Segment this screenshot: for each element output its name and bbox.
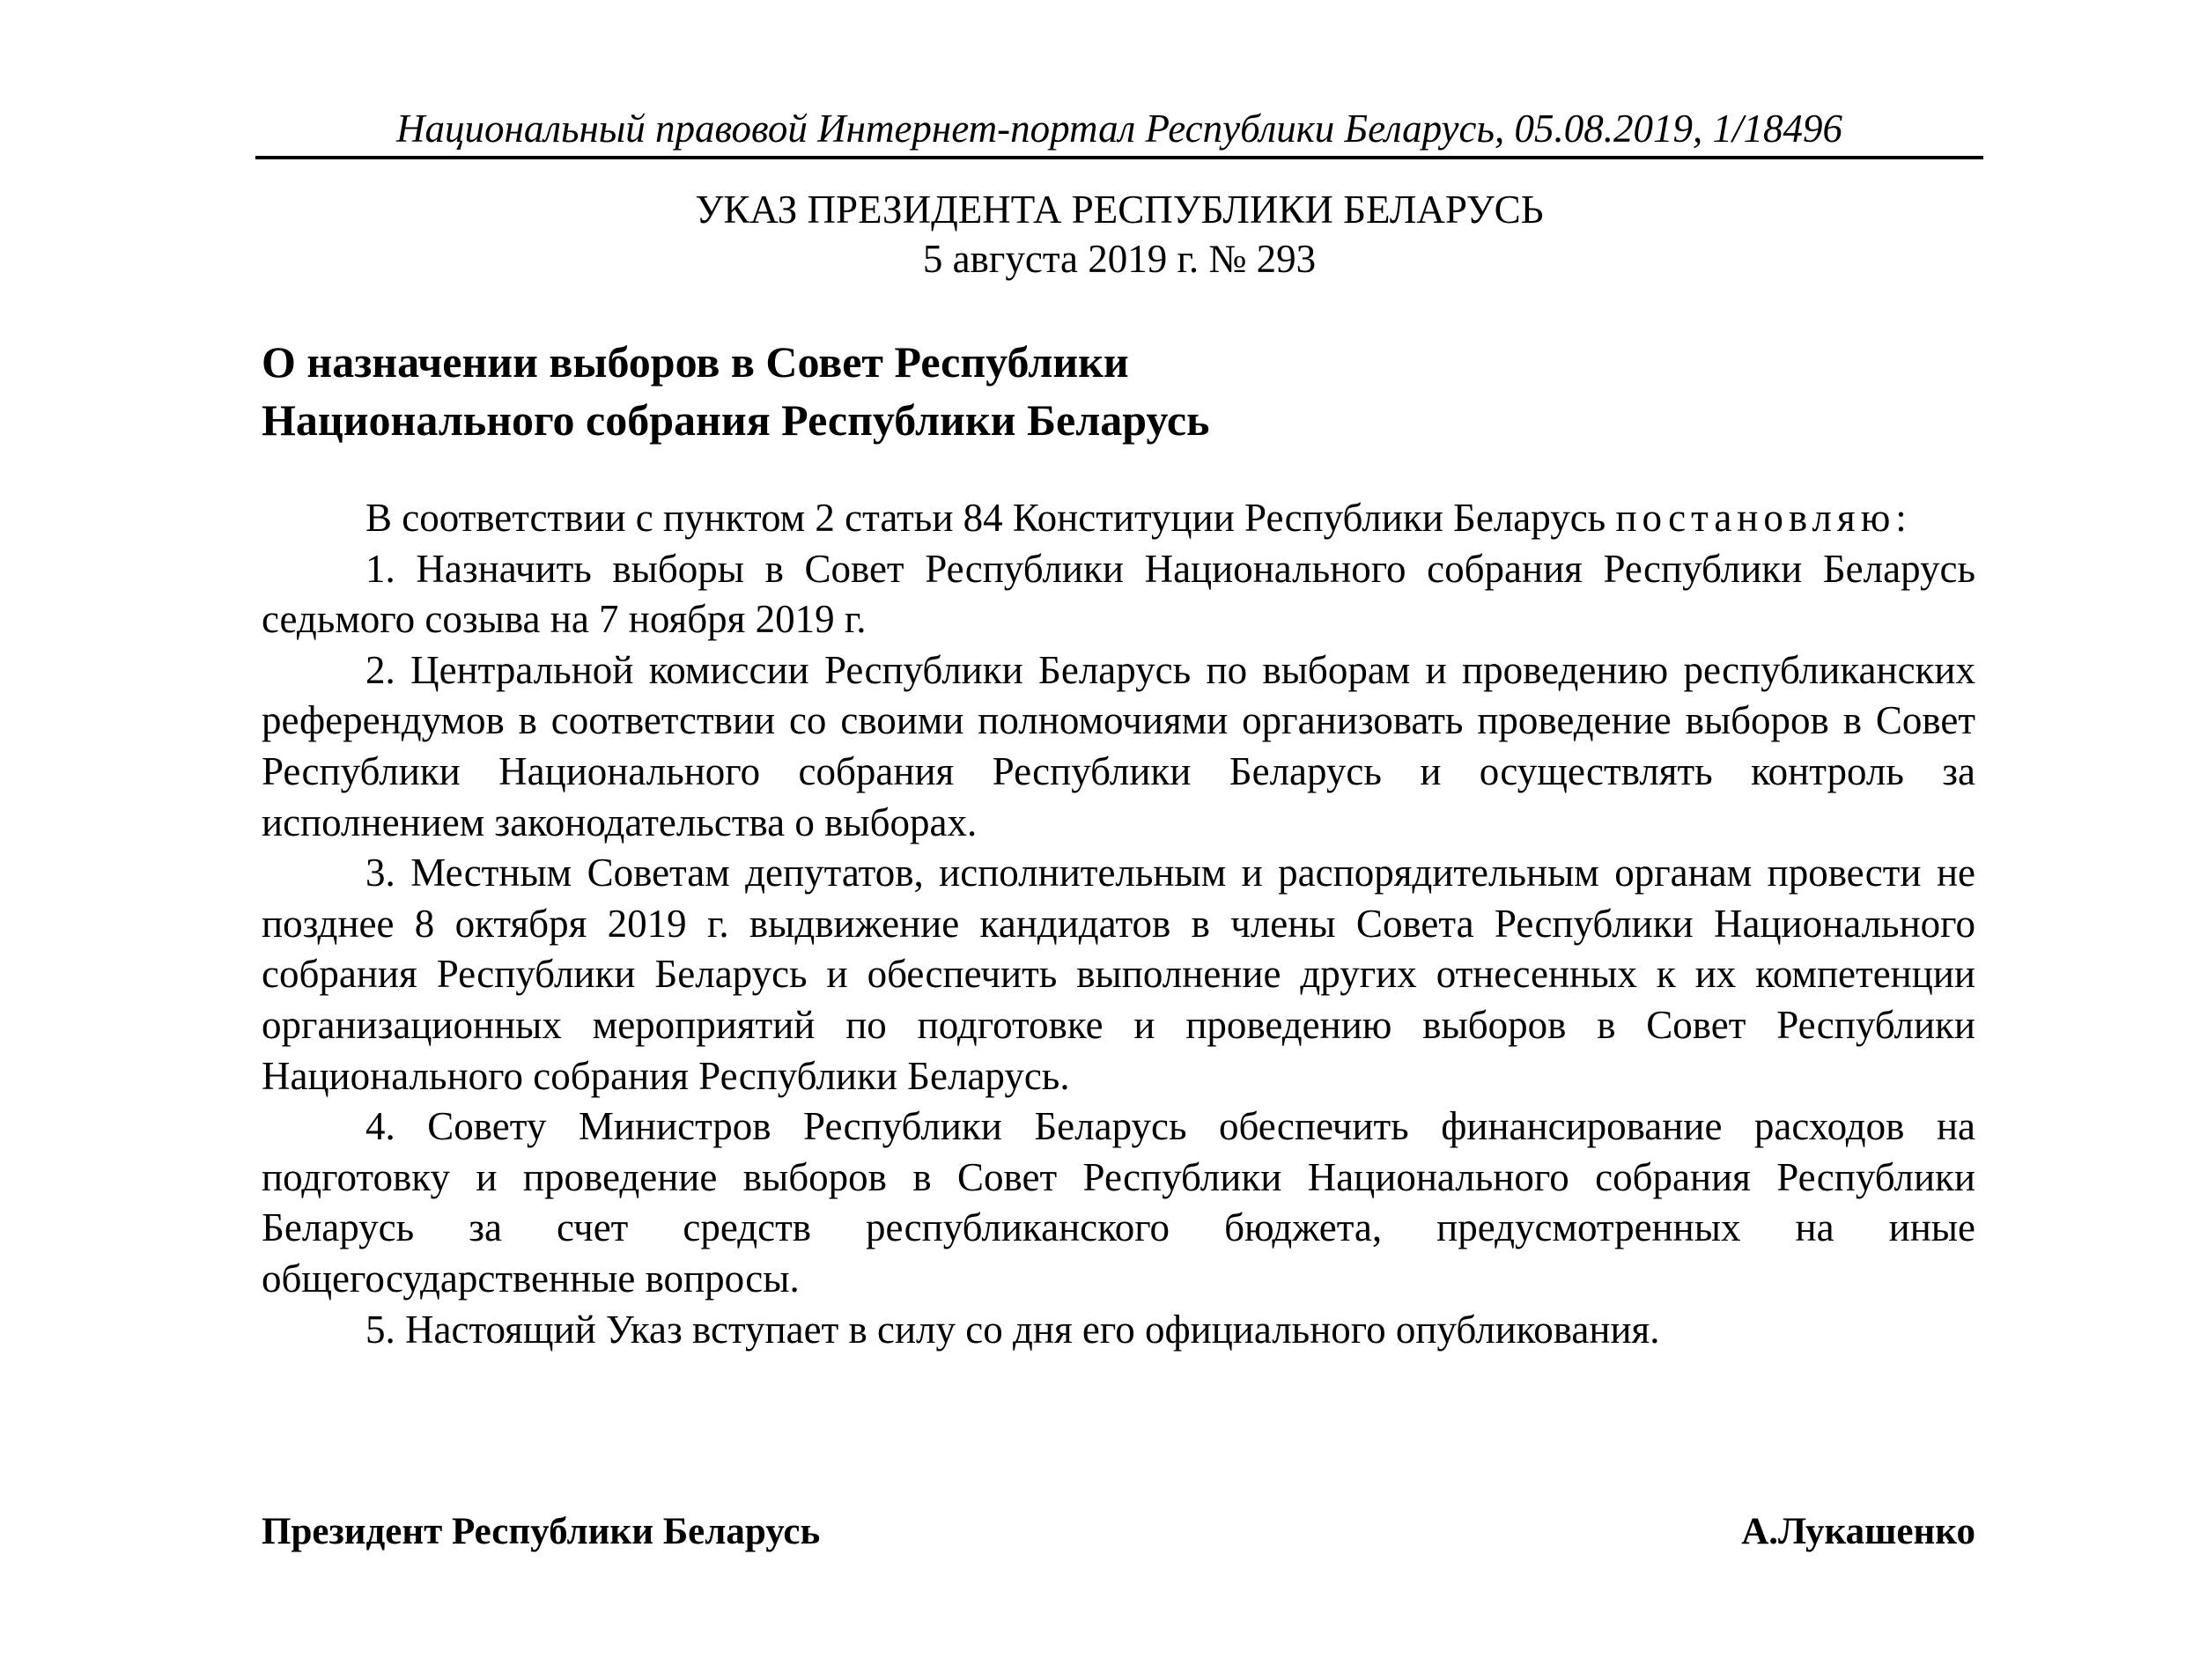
document-title (262, 333, 1210, 449)
decree-item-1: 1. Назначить выборы в Совет Республики Национального собрания Республики Беларусь седьмого созыва на 7 ноября 2019 г. (262, 546, 1975, 642)
decree-item-2: 2. Центральной комиссии Республики Беларусь по выборам и проведению республиканских референдумов в соответствии со своими полномочиями организовать проведение выборов в Совет Республики Национального собрания Республики Беларусь и осуществлять контроль за исполнением законодательства о выборах. (262, 647, 1975, 844)
header-divider (255, 156, 1983, 159)
decree-item-3: 3. Местным Советам депутатов, исполнительным и распорядительным органам провести не позднее 8 октября 2019 г. выдвижение кандидатов в члены Совета Республики Национального собрания Республики Беларусь и обеспечить выполнение других отнесенных к их компетенции организационных мероприятий по подготовке и проведению выборов в Совет Республики Национального собрания Республики Беларусь. (262, 851, 1975, 1098)
resolve-word: постановляю: (1615, 496, 1912, 540)
preamble-paragraph (262, 493, 1975, 544)
decree-item-4: 4. Совету Министров Республики Беларусь обеспечить финансирование расходов на подготовку и проведение выборов в Совет Республики Национального собрания Республики Беларусь за счет средств республиканского бюджета, предусмотренных на иные общегосударственные вопросы. (262, 1104, 1975, 1301)
decree-date-number: 5 августа 2019 г. № 293 (922, 237, 1317, 281)
title-line-1: О назначении выборов в Совет Республики (262, 337, 1129, 387)
signatory-name: А.Лукашенко (1741, 1511, 1975, 1552)
preamble-text: В соответствии с пунктом 2 статьи 84 Конституции Республики Беларусь (365, 496, 1606, 540)
document-body (262, 493, 1975, 1355)
signatory-position: Президент Республики Беларусь (262, 1511, 821, 1552)
decree-type-heading: УКАЗ ПРЕЗИДЕНТА РЕСПУБЛИКИ БЕЛАРУСЬ (695, 188, 1544, 232)
decree-item-5: 5. Настоящий Указ вступает в силу со дня его официального опубликования. (365, 1307, 1660, 1352)
publication-header: Национальный правовой Интернет-портал Республики Беларусь, 05.08.2019, 1/18496 (396, 107, 1842, 151)
title-line-2: Национального собрания Республики Беларусь (262, 395, 1210, 445)
signature-block (262, 1507, 1975, 1557)
